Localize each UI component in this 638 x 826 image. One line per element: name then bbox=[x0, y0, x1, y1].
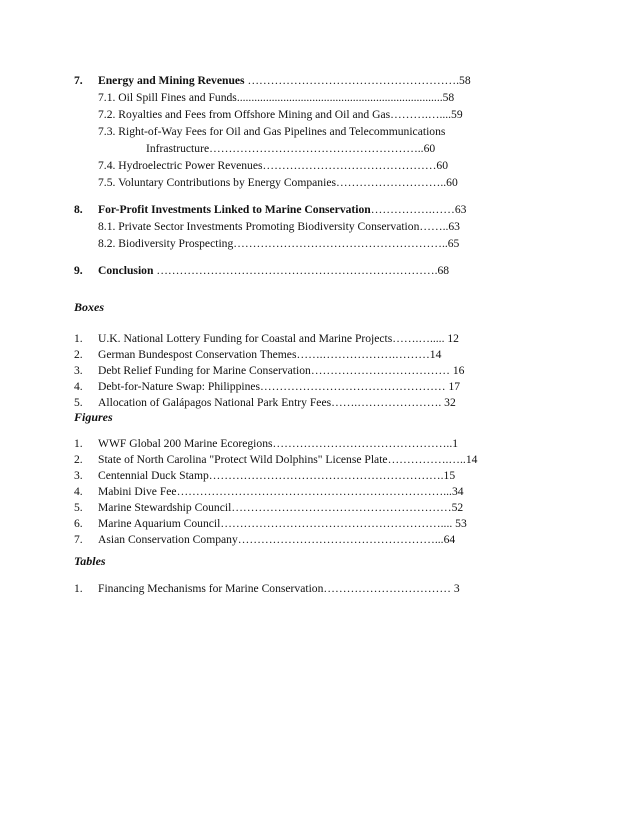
toc-entry-number: 7. bbox=[74, 74, 83, 87]
toc-page-number: 65 bbox=[447, 237, 460, 250]
entry-title: Mabini Dive Fee bbox=[98, 485, 177, 498]
entry-title: Debt Relief Funding for Marine Conservation bbox=[98, 364, 311, 377]
toc-entry-8-1 bbox=[98, 220, 460, 234]
toc-entry-title: 7.5. Voluntary Contributions by Energy Companies bbox=[98, 176, 336, 189]
toc-entry-title: 8.2. Biodiversity Prospecting bbox=[98, 237, 234, 250]
toc-entry-title: Energy and Mining Revenues bbox=[98, 74, 245, 87]
toc-entry-number: 8. bbox=[74, 203, 83, 216]
tables-heading: Tables bbox=[74, 554, 106, 568]
toc-page-number: 16 bbox=[452, 364, 465, 377]
toc-page-number: 14 bbox=[465, 453, 478, 466]
toc-entry-title: Conclusion bbox=[98, 264, 154, 277]
entry-number: 1. bbox=[74, 437, 83, 450]
toc-page-number: 14 bbox=[429, 348, 442, 361]
toc-page-number: 17 bbox=[448, 380, 461, 393]
toc-leader: ……………………………………………………………... bbox=[176, 485, 452, 498]
toc-entry-7-5 bbox=[98, 176, 458, 190]
toc-page-number: 63 bbox=[454, 203, 467, 216]
entry-title: Financing Mechanisms for Marine Conservation bbox=[98, 582, 324, 595]
entry-title: Centennial Duck Stamp bbox=[98, 469, 209, 482]
toc-entry-7-3-continued bbox=[146, 142, 435, 156]
toc-entry-7-3 bbox=[98, 125, 445, 139]
boxes-heading: Boxes bbox=[74, 300, 104, 314]
toc-leader: ……………………………………… bbox=[262, 159, 437, 172]
toc-leader: …….…..... bbox=[392, 332, 448, 345]
toc-leader: ……………………….. bbox=[336, 176, 447, 189]
toc-page-number: 63 bbox=[448, 220, 460, 233]
toc-entry-7-2 bbox=[98, 108, 463, 122]
toc-entry-7-4 bbox=[98, 159, 448, 173]
entry-number: 5. bbox=[74, 396, 83, 409]
toc-leader: ……………………………………….. bbox=[272, 437, 453, 450]
toc-entry-8-2 bbox=[98, 237, 459, 251]
toc-entry-title: 7.1. Oil Spill Fines and Funds bbox=[98, 91, 237, 104]
entry-title: Debt-for-Nature Swap: Philippines bbox=[98, 380, 261, 393]
toc-page-number: 32 bbox=[444, 396, 456, 409]
toc-leader: …….……………….……… bbox=[296, 348, 430, 361]
entry-title: Marine Stewardship Council bbox=[98, 501, 232, 514]
toc-leader: ....................................................................... bbox=[236, 91, 443, 104]
toc-page-number: 60 bbox=[423, 142, 436, 155]
entry-number: 5. bbox=[74, 501, 83, 514]
toc-page-number: 3 bbox=[453, 582, 460, 595]
toc-page-number: 1 bbox=[452, 437, 459, 450]
toc-leader: ………………………………………………….... bbox=[220, 517, 456, 530]
toc-leader: ……………………………………………... bbox=[237, 533, 444, 546]
entry-number: 1. bbox=[74, 332, 83, 345]
toc-entry-title: Infrastructure bbox=[146, 142, 210, 155]
entry-title: Allocation of Galápagos National Park Entry Fees bbox=[98, 396, 332, 409]
toc-page-number: 53 bbox=[455, 517, 467, 530]
toc-page-number: 58 bbox=[459, 74, 471, 87]
toc-page-number: 34 bbox=[451, 485, 464, 498]
toc-entry-title: 7.3. Right-of-Way Fees for Oil and Gas Pipelines and Telecommunications bbox=[98, 125, 446, 138]
toc-page-number: 68 bbox=[437, 264, 450, 277]
toc-entry-title: 7.4. Hydroelectric Power Revenues bbox=[98, 159, 263, 172]
toc-leader: …………………………… bbox=[323, 582, 454, 595]
entry-title: U.K. National Lottery Funding for Coastal and Marine Projects bbox=[98, 332, 393, 345]
toc-page-number: 60 bbox=[436, 159, 449, 172]
toc-leader: …….…………………. bbox=[331, 396, 445, 409]
toc-leader: ……………………………………………………. bbox=[208, 469, 444, 482]
entry-title: German Bundespost Conservation Themes bbox=[98, 348, 297, 361]
toc-entry-title: 8.1. Private Sector Investments Promoting Biodiversity Conservation bbox=[98, 220, 420, 233]
figures-heading: Figures bbox=[74, 410, 113, 424]
toc-leader: ………………………………………… bbox=[260, 380, 449, 393]
entry-title: State of North Carolina "Protect Wild Dolphins" License Plate bbox=[98, 453, 388, 466]
toc-page-number: 64 bbox=[443, 533, 456, 546]
toc-entry-number: 9. bbox=[74, 264, 83, 277]
toc-page-number: 59 bbox=[451, 108, 463, 121]
entry-number: 2. bbox=[74, 453, 83, 466]
toc-leader: …….. bbox=[419, 220, 449, 233]
toc-leader: ………………………………………………. bbox=[244, 74, 460, 87]
toc-leader: ……………………………… bbox=[310, 364, 453, 377]
entry-number: 3. bbox=[74, 469, 83, 482]
entry-number: 3. bbox=[74, 364, 83, 377]
entry-number: 1. bbox=[74, 582, 83, 595]
toc-leader: ……………………………………………….. bbox=[233, 237, 448, 250]
toc-page-number: 12 bbox=[447, 332, 459, 345]
entry-number: 4. bbox=[74, 485, 83, 498]
toc-page-number: 52 bbox=[451, 501, 464, 514]
toc-page-number: 60 bbox=[446, 176, 458, 189]
entry-number: 2. bbox=[74, 348, 83, 361]
toc-leader: …………….….. bbox=[387, 453, 466, 466]
toc-page-number: 58 bbox=[442, 91, 455, 104]
entry-title: Marine Aquarium Council bbox=[98, 517, 221, 530]
toc-leader: ……….….... bbox=[390, 108, 452, 121]
toc-entry-title: 7.2. Royalties and Fees from Offshore Mining and Oil and Gas bbox=[98, 108, 391, 121]
toc-entry-7-1 bbox=[98, 91, 454, 105]
entry-title: WWF Global 200 Marine Ecoregions bbox=[98, 437, 273, 450]
entry-number: 6. bbox=[74, 517, 83, 530]
toc-entry-title: For-Profit Investments Linked to Marine Conservation bbox=[98, 203, 371, 216]
toc-leader: ………………………………………………… bbox=[231, 501, 452, 514]
entry-title: Asian Conservation Company bbox=[98, 533, 238, 546]
toc-page-number: 15 bbox=[443, 469, 456, 482]
toc-leader: …………….…… bbox=[370, 203, 455, 216]
toc-leader: ………………………………………………………………. bbox=[153, 264, 438, 277]
entry-number: 7. bbox=[74, 533, 83, 546]
entry-number: 4. bbox=[74, 380, 83, 393]
toc-leader: ……………………………………………….. bbox=[209, 142, 424, 155]
